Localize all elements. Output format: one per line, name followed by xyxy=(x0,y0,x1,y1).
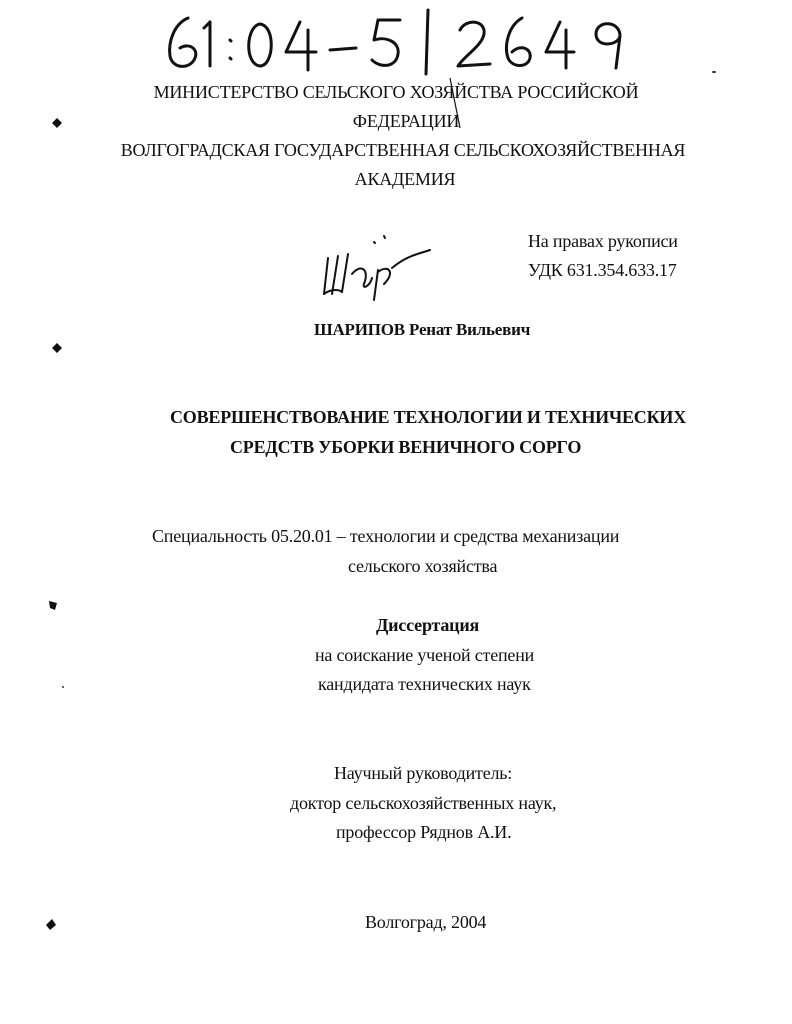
binder-mark-icon xyxy=(44,917,58,931)
ministry-line-2: ФЕДЕРАЦИИ xyxy=(352,111,460,131)
thesis-title-line-1: СОВЕРШЕНСТВОВАНИЕ ТЕХНОЛОГИИ И ТЕХНИЧЕСКИХ xyxy=(170,407,687,427)
supervisor-name: профессор Ряднов А.И. xyxy=(336,822,512,842)
place-and-year: Волгоград, 2004 xyxy=(365,912,487,932)
scan-speck xyxy=(712,71,716,73)
supervisor-degree: доктор сельскохозяйственных наук, xyxy=(290,793,557,813)
binder-mark-icon xyxy=(50,116,64,130)
author-name: ШАРИПОВ Ренат Вильевич xyxy=(314,320,531,339)
handwritten-archive-number xyxy=(160,6,650,76)
ministry-line-1: МИНИСТЕРСТВО СЕЛЬСКОГО ХОЗЯЙСТВА РОССИЙСКОЙ xyxy=(153,82,639,102)
supervisor-label: Научный руководитель: xyxy=(334,763,513,783)
degree-line-2: кандидата технических наук xyxy=(318,674,531,694)
specialty-line-2: сельского хозяйства xyxy=(348,556,498,576)
scan-speck xyxy=(62,686,64,688)
udc-code: УДК 631.354.633.17 xyxy=(528,260,677,280)
author-signature xyxy=(318,228,438,308)
binder-mark-icon xyxy=(50,341,64,355)
specialty-line-1: Специальность 05.20.01 – технологии и средства механизации xyxy=(152,526,620,546)
degree-line-1: на соискание ученой степени xyxy=(315,645,535,665)
binder-mark-icon xyxy=(46,598,60,612)
dissertation-heading: Диссертация xyxy=(376,615,480,635)
academy-line-2: АКАДЕМИЯ xyxy=(354,169,456,189)
thesis-title-line-2: СРЕДСТВ УБОРКИ ВЕНИЧНОГО СОРГО xyxy=(230,437,582,457)
manuscript-rights: На правах рукописи xyxy=(528,231,678,251)
academy-line-1: ВОЛГОГРАДСКАЯ ГОСУДАРСТВЕННАЯ СЕЛЬСКОХОЗЯЙСТВЕННАЯ xyxy=(120,140,686,160)
